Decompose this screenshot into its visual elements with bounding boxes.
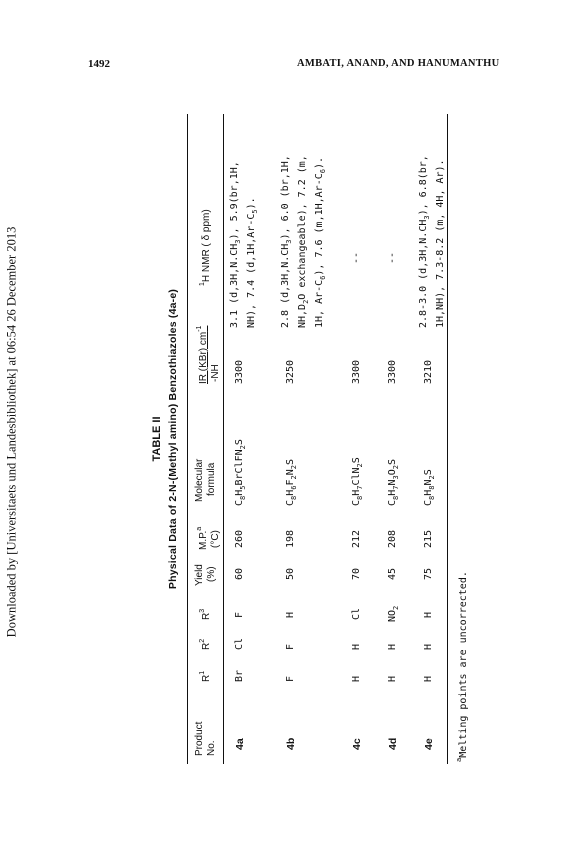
header-r2: $R^2$ <box>199 638 212 650</box>
header-r3: $R^3$ <box>199 608 212 620</box>
row-4b-r1: F <box>285 675 296 682</box>
header-yield <box>194 564 218 586</box>
row-4e-r1: H <box>423 675 434 682</box>
header-formula <box>194 459 218 502</box>
header-formula-line2: formula <box>206 462 217 496</box>
row-4c-ir: 3300 <box>351 359 362 384</box>
table-footnote: $^a$Melting points are uncorrected. <box>455 571 469 762</box>
table-top-rule <box>187 114 188 764</box>
row-4a-r3: F <box>234 611 245 618</box>
header-product-line1: Product <box>194 721 205 756</box>
table-title: Physical Data of 2-N-(Methyl amino) Benzothiazoles (4a-e) <box>167 288 179 590</box>
header-product-line2: No. <box>206 740 217 756</box>
row-4e-id: 4e <box>423 738 435 750</box>
table-label: TABLE II <box>151 416 163 462</box>
row-4d-yield: 45 <box>387 567 398 580</box>
row-4d-formula: $C_8H_7N_3O_2S$ <box>387 458 400 506</box>
row-4e-r3: H <box>423 611 434 618</box>
row-4e-r2: H <box>423 643 434 650</box>
row-4c-yield: 70 <box>351 567 362 580</box>
row-4a-id: 4a <box>234 738 246 750</box>
row-4b-nmr: 2.8 $(d,3H,N.CH_3)$, 6.0 (br,1H, $NH,D_2O$ exchangeable), 7.2 (m, 1H, $Ar-C_6$), 7.6 $(m,1H,Ar-C_6)$. <box>280 155 327 328</box>
header-nmr-text: H NMR ( δ ppm) <box>201 209 212 283</box>
row-4b-r3: H <box>285 611 296 618</box>
row-4e-mp: 215 <box>423 529 434 548</box>
row-4e-nmr: 2.8-3.0 $(d,3H,N.CH_3)$, 6.8(br, 1H,NH), 7.3-8.2 (m, 4H, Ar). <box>418 155 446 328</box>
header-product <box>194 722 218 756</box>
header-r2-text: R <box>201 642 212 650</box>
row-4d-r2: H <box>387 643 398 650</box>
row-4e-ir: 3210 <box>423 359 434 384</box>
row-4c-mp: 212 <box>351 529 362 548</box>
row-4a-r2: Cl <box>234 637 245 650</box>
row-4d-nmr: -- <box>387 251 398 264</box>
row-4c-formula: $C_8H_7ClN_2S$ <box>351 457 364 506</box>
row-4b-mp: 198 <box>285 529 296 548</box>
row-4d-ir: 3300 <box>387 359 398 384</box>
header-r3-text: R <box>201 612 212 620</box>
row-4c-r1: H <box>351 675 362 682</box>
row-4a-nmr: 3.1 $(d,3H,N.CH_3)$, 5.9(br,1H, NH), 7.4 $(d,1H,Ar-C_5)$. <box>229 161 259 328</box>
header-nmr: $^1$H NMR ( δ ppm) <box>199 209 212 286</box>
header-ir-line1: IR (KBr) cm <box>198 331 209 384</box>
header-r1-text: R <box>201 674 212 682</box>
header-mp-line1: M.P. <box>198 530 209 550</box>
table-footnote-text: Melting points are uncorrected. <box>458 571 469 758</box>
header-mp-line2: (°C) <box>210 530 221 548</box>
row-4d-r3: $NO_2$ <box>387 605 400 622</box>
row-4a-formula: $C_8H_5BrClFN_2S$ <box>234 439 247 506</box>
row-4d-id: 4d <box>387 737 399 750</box>
header-r1: $R^1$ <box>199 670 212 682</box>
row-4c-r2: H <box>351 643 362 650</box>
header-yield-line1: Yield <box>194 564 205 586</box>
row-4a-yield: 60 <box>234 567 245 580</box>
row-4c-nmr: -- <box>351 251 362 264</box>
table-bottom-rule <box>447 114 448 764</box>
row-4b-id: 4b <box>285 737 297 750</box>
header-yield-line2: (%) <box>206 566 217 582</box>
download-note-text: Downloaded by [Universitaets und Landesbibliothek] at 06:54 26 December 2013 <box>4 226 19 638</box>
row-4a-ir: 3300 <box>234 359 245 384</box>
row-4e-yield: 75 <box>423 567 434 580</box>
row-4d-mp: 208 <box>387 529 398 548</box>
row-4a-mp: 260 <box>234 529 245 548</box>
row-4d-r1: H <box>387 675 398 682</box>
page-number: 1492 <box>88 58 110 70</box>
header-mp: M.P.$^a$ (°C) <box>196 526 221 550</box>
row-4b-r2: F <box>285 643 296 650</box>
row-4b-yield: 50 <box>285 567 296 580</box>
table-ii <box>147 114 467 764</box>
row-4c-r3: Cl <box>351 607 362 620</box>
row-4b-ir: 3250 <box>285 359 296 384</box>
header-ir-line2: -NH <box>210 364 221 382</box>
table-header-rule <box>223 114 224 764</box>
row-4c-id: 4c <box>351 738 363 750</box>
row-4a-r1: Br <box>234 669 245 682</box>
header-formula-line1: Molecular <box>194 458 205 502</box>
running-head: AMBATI, ANAND, AND HANUMANTHU <box>297 58 500 69</box>
row-4b-formula: $C_8H_6F_2N_2S$ <box>285 458 298 506</box>
header-ir: IR (KBr) $cm^{-1}$ -NH <box>196 325 221 384</box>
row-4e-formula: $C_8H_8N_2S$ <box>423 469 436 506</box>
